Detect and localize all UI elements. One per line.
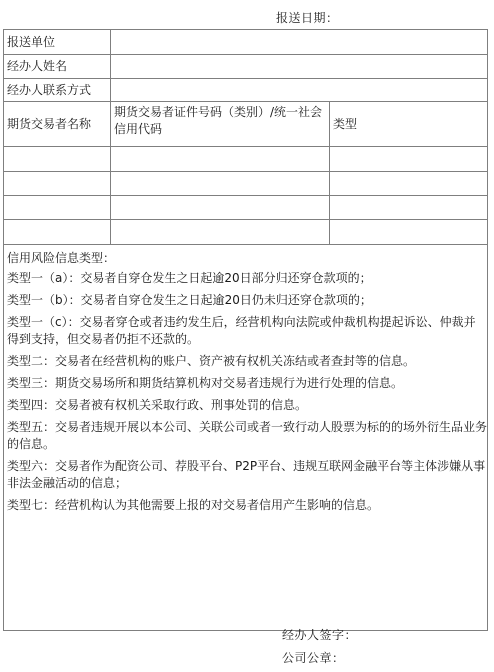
report-form-table bbox=[3, 29, 488, 665]
table-row bbox=[4, 147, 487, 172]
risk-type-1a: 类型一（a）：交易者自穿仓发生之日起逾20日部分归还穿仓款项的； bbox=[7, 271, 372, 285]
handler-contact-field[interactable] bbox=[111, 79, 487, 101]
report-date-label: 报送日期： bbox=[276, 11, 339, 25]
table-row-reporting-unit bbox=[4, 30, 487, 55]
risk-type-7: 类型七：经营机构认为其他需要上报的对交易者信用产生影响的信息。 bbox=[7, 498, 380, 512]
handler-name-label: 经办人姓名 bbox=[4, 55, 111, 78]
risk-type-2: 类型二：交易者在经营机构的账户、资产被有权机关冻结或者查封等的信息。 bbox=[7, 354, 416, 368]
trader-type-cell[interactable] bbox=[330, 172, 487, 195]
trader-type-cell[interactable] bbox=[330, 147, 487, 171]
table-row-handler-name bbox=[4, 55, 487, 79]
handler-contact-label: 经办人联系方式 bbox=[4, 79, 111, 101]
trader-name-cell[interactable] bbox=[4, 196, 111, 219]
risk-type-4: 类型四：交易者被有权机关采取行政、刑事处罚的信息。 bbox=[7, 398, 308, 412]
trader-type-cell[interactable] bbox=[330, 196, 487, 219]
risk-type-1c: 类型一（c）：交易者穿仓或者违约发生后，经营机构向法院或仲裁机构提起诉讼、仲裁并得到支持，但交易者仍拒不还款的。 bbox=[7, 315, 476, 346]
handler-signature-label: 经办人签字： bbox=[282, 628, 358, 642]
trader-id-cell[interactable] bbox=[111, 147, 330, 171]
risk-type-6: 类型六：交易者作为配资公司、荐股平台、P2P平台、违规互联网金融平台等主体涉嫌从事非法金融活动的信息； bbox=[7, 459, 486, 490]
company-seal-label: 公司公章： bbox=[282, 651, 345, 665]
trader-type-cell[interactable] bbox=[330, 220, 487, 244]
table-row-handler-contact bbox=[4, 79, 487, 102]
table-header-row bbox=[4, 102, 487, 147]
handler-name-field[interactable] bbox=[111, 55, 487, 78]
trader-id-cell[interactable] bbox=[111, 196, 330, 219]
trader-name-cell[interactable] bbox=[4, 220, 111, 244]
risk-info-title: 信用风险信息类型： bbox=[7, 251, 116, 265]
col-header-trader-name: 期货交易者名称 bbox=[4, 102, 111, 146]
risk-type-3: 类型三：期货交易场所和期货结算机构对交易者违规行为进行处理的信息。 bbox=[7, 376, 404, 390]
reporting-unit-label: 报送单位 bbox=[4, 30, 111, 54]
table-row bbox=[4, 196, 487, 220]
table-row bbox=[4, 172, 487, 196]
risk-type-5: 类型五：交易者违规开展以本公司、关联公司或者一致行动人股票为标的的场外衍生品业务的信息。 bbox=[7, 420, 488, 451]
col-header-trader-id: 期货交易者证件号码（类别）/统一社会信用代码 bbox=[111, 102, 330, 146]
table-row bbox=[4, 220, 487, 245]
col-header-type: 类型 bbox=[333, 116, 358, 131]
risk-info-section bbox=[4, 245, 487, 514]
risk-type-1b: 类型一（b）：交易者自穿仓发生之日起逾20日仍未归还穿仓款项的； bbox=[7, 293, 372, 307]
trader-id-cell[interactable] bbox=[111, 220, 330, 244]
reporting-unit-field[interactable] bbox=[111, 30, 487, 54]
trader-id-cell[interactable] bbox=[111, 172, 330, 195]
trader-name-cell[interactable] bbox=[4, 172, 111, 195]
trader-name-cell[interactable] bbox=[4, 147, 111, 171]
